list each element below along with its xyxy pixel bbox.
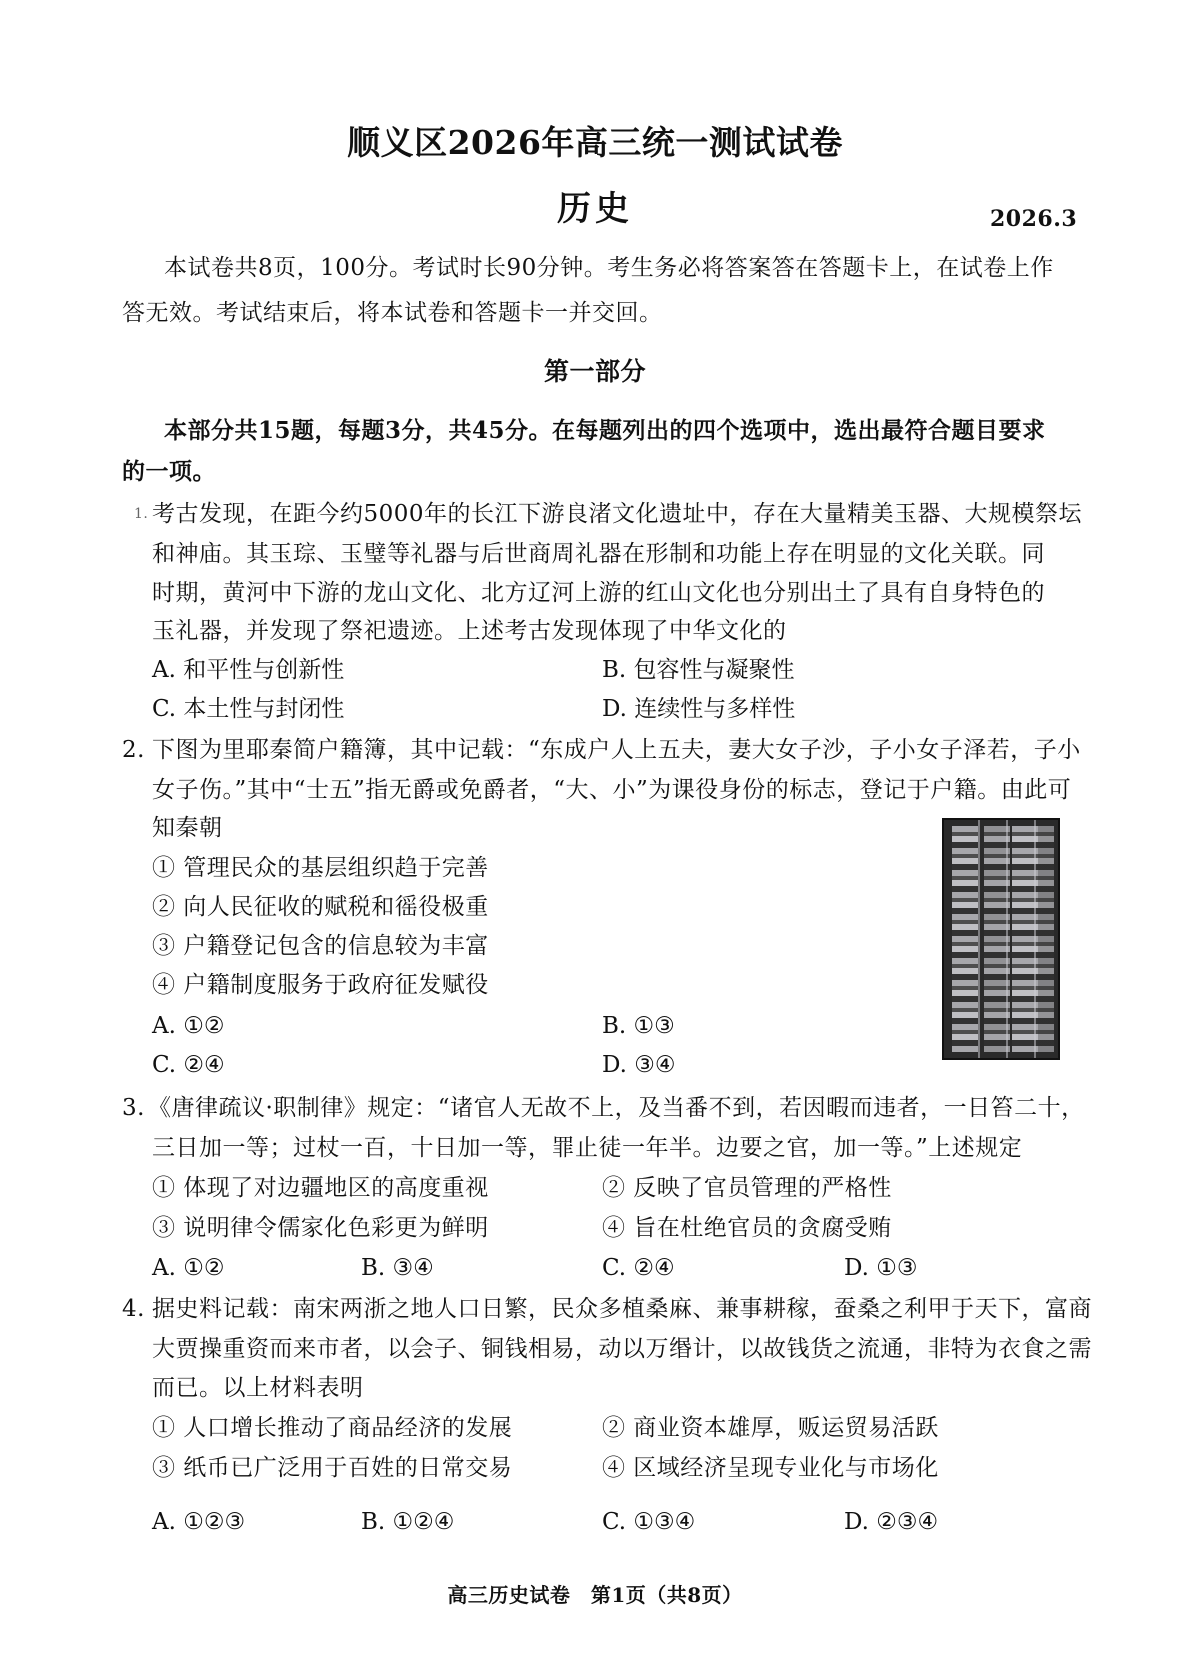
statement-1: ① 体现了对边疆地区的高度重视 (152, 1175, 489, 1201)
option-c[interactable]: C. ②④ (152, 1052, 225, 1078)
option-b[interactable]: B. ①②④ (361, 1509, 455, 1535)
option-d[interactable]: D. ②③④ (844, 1509, 939, 1535)
instructions-line-1: 本试卷共8页，100分。考试时长90分钟。考生务必将答案答在答题卡上，在试卷上作 (164, 255, 1054, 281)
part-one-desc-line-1: 本部分共15题，每题3分，共45分。在每题列出的四个选项中，选出最符合题目要求 (164, 417, 1046, 444)
question-text-line: 知秦朝 (152, 815, 223, 841)
statement-4: ④ 区域经济呈现专业化与市场化 (602, 1455, 939, 1481)
question-number: 4. (122, 1296, 145, 1322)
question-text-line: 玉礼器，并发现了祭祀遗迹。上述考古发现体现了中华文化的 (152, 618, 787, 644)
question-text-line: 下图为里耶秦简户籍簿，其中记载：“东成户人上五夫，妻大女子沙，子小女子泽若，子小 (152, 737, 1081, 763)
question-number: 2. (122, 737, 145, 763)
question-text-line: 据史料记载：南宋两浙之地人口日繁，民众多植桑麻、兼事耕稼，蚕桑之利甲于天下，富商 (152, 1296, 1092, 1322)
statement-1: ① 管理民众的基层组织趋于完善 (152, 855, 489, 881)
statement-2: ② 商业资本雄厚，贩运贸易活跃 (602, 1415, 939, 1441)
statement-3: ③ 纸币已广泛用于百姓的日常交易 (152, 1455, 513, 1481)
option-c[interactable]: C. ②④ (602, 1255, 675, 1281)
part-one-desc-line-2: 的一项。 (122, 458, 216, 485)
question-number: 1. (134, 506, 149, 522)
option-c[interactable]: C. 本土性与封闭性 (152, 696, 345, 722)
option-a[interactable]: A. ①②③ (152, 1509, 246, 1535)
bamboo-slip-image (942, 818, 1060, 1060)
option-a[interactable]: A. ①② (152, 1255, 225, 1281)
question-text-line: 考古发现，在距今约5000年的长江下游良渚文化遗址中，存在大量精美玉器、大规模祭坛 (152, 501, 1083, 527)
option-a[interactable]: A. 和平性与创新性 (152, 657, 345, 683)
question-text-line: 《唐律疏议·职制律》规定：“诸官人无故不上，及当番不到，若因暇而违者，一日笞二十， (148, 1095, 1085, 1121)
option-b[interactable]: B. ①③ (602, 1013, 675, 1039)
question-text-line: 而已。以上材料表明 (152, 1375, 364, 1401)
statement-4: ④ 户籍制度服务于政府征发赋役 (152, 972, 489, 998)
exam-date: 2026.3 (990, 206, 1078, 232)
page-footer: 高三历史试卷 第1页（共8页） (447, 1583, 743, 1607)
question-text-line: 时期，黄河中下游的龙山文化、北方辽河上游的红山文化也分别出土了具有自身特色的 (152, 580, 1045, 606)
statement-1: ① 人口增长推动了商品经济的发展 (152, 1415, 513, 1441)
question-text-line: 三日加一等；过杖一百，十日加一等，罪止徒一年半。边要之官，加一等。”上述规定 (152, 1135, 1023, 1161)
part-one-title: 第一部分 (543, 357, 646, 386)
option-d[interactable]: D. 连续性与多样性 (602, 696, 796, 722)
statement-3: ③ 说明律令儒家化色彩更为鲜明 (152, 1215, 489, 1241)
option-d[interactable]: D. ①③ (844, 1255, 918, 1281)
option-b[interactable]: B. ③④ (361, 1255, 434, 1281)
option-b[interactable]: B. 包容性与凝聚性 (602, 657, 795, 683)
option-a[interactable]: A. ①② (152, 1013, 225, 1039)
option-d[interactable]: D. ③④ (602, 1052, 676, 1078)
question-text-line: 大贾操重资而来市者，以会子、铜钱相易，动以万缗计，以故钱货之流通，非特为衣食之需 (152, 1336, 1092, 1362)
statement-3: ③ 户籍登记包含的信息较为丰富 (152, 933, 489, 959)
option-c[interactable]: C. ①③④ (602, 1509, 696, 1535)
statement-2: ② 反映了官员管理的严格性 (602, 1175, 892, 1201)
subject-title: 历史 (557, 189, 633, 229)
instructions-line-2: 答无效。考试结束后，将本试卷和答题卡一并交回。 (122, 300, 663, 326)
question-number: 3. (122, 1095, 145, 1121)
exam-title: 顺义区2026年高三统一测试试卷 (347, 123, 843, 162)
statement-2: ② 向人民征收的赋税和徭役极重 (152, 894, 489, 920)
statement-4: ④ 旨在杜绝官员的贪腐受贿 (602, 1215, 892, 1241)
question-text-line: 和神庙。其玉琮、玉璧等礼器与后世商周礼器在形制和功能上存在明显的文化关联。同 (152, 541, 1045, 567)
question-text-line: 女子伤。”其中“士五”指无爵或免爵者，“大、小”为课役身份的标志，登记于户籍。由此可 (152, 777, 1072, 803)
